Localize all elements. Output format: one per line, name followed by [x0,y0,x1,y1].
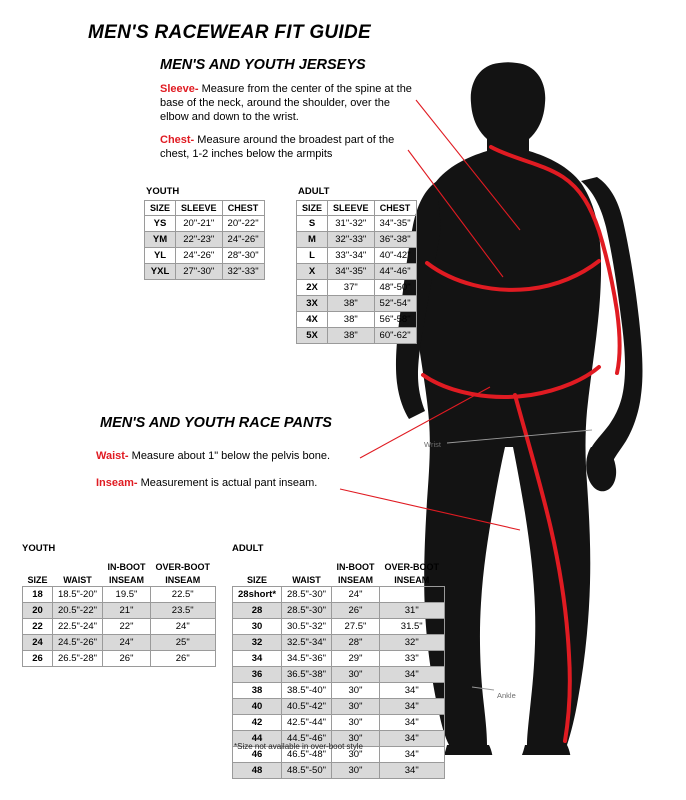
waist-label: Waist- [96,450,129,462]
table-row [233,667,445,683]
column-header: CHEST [222,201,264,216]
cell-inboot: 30" [331,683,379,699]
cell-overboot: 26" [150,651,215,667]
cell-size: 4X [297,312,328,328]
header-row-top [233,560,445,573]
table-body [297,216,417,344]
column-header: INSEAM [108,575,144,585]
cell-sleeve: 38" [328,296,375,312]
youth-jersey-table [144,200,265,280]
cell-size: 42 [233,715,282,731]
cell-overboot: 34" [379,683,444,699]
table-header [233,560,445,587]
cell-sleeve: 38" [328,328,375,344]
cell-overboot: 31.5" [379,619,444,635]
pants-section-title: MEN'S AND YOUTH RACE PANTS [100,415,332,431]
youth-jersey-group-label: YOUTH [146,186,180,197]
footnote: *Size not available in over-boot style [234,742,363,751]
cell-chest: 24"-26" [222,232,264,248]
column-header-top: OVER-BOOT [155,562,210,572]
waist-description [96,449,396,463]
column-header: INSEAM [337,575,373,585]
header-row-bottom [23,573,216,587]
table-body [145,216,265,280]
cell-overboot: 22.5" [150,587,215,603]
cell-overboot: 25" [150,635,215,651]
table-row [23,635,216,651]
table-row [23,587,216,603]
column-header-top: IN-BOOT [336,562,375,572]
cell-inboot: 28" [331,635,379,651]
table-row [297,264,417,280]
table-row [145,216,265,232]
cell-overboot: 24" [150,619,215,635]
inseam-label: Inseam- [96,477,138,489]
table-row [297,248,417,264]
cell-waist: 46.5"-48" [282,747,332,763]
cell-waist: 40.5"-42" [282,699,332,715]
chest-description [160,133,410,161]
ankle-tag: Ankle [497,691,516,700]
cell-overboot: 34" [379,731,444,747]
column-header: SLEEVE [176,201,223,216]
adult-jersey-table [296,200,417,344]
table-row [23,603,216,619]
column-header: SIZE [247,575,268,585]
chest-label: Chest- [160,134,195,146]
cell-inboot: 30" [331,699,379,715]
cell-inboot: 30" [331,763,379,779]
header-row [297,201,417,216]
cell-overboot: 34" [379,715,444,731]
cell-inboot: 26" [102,651,150,667]
adult-pants-group-label: ADULT [232,543,264,554]
waist-text: Measure about 1" below the pelvis bone. [128,450,331,462]
cell-size: 5X [297,328,328,344]
cell-waist: 26.5"-28" [53,651,103,667]
cell-waist: 22.5"-24" [53,619,103,635]
page-title: MEN'S RACEWEAR FIT GUIDE [88,22,371,43]
cell-waist: 28.5"-30" [282,603,332,619]
inseam-description [96,476,396,490]
cell-size: 2X [297,280,328,296]
table-row [297,312,417,328]
cell-waist: 20.5"-22" [53,603,103,619]
table-row [233,651,445,667]
cell-size: 24 [23,635,53,651]
table-row [23,619,216,635]
cell-waist: 44.5"-46" [282,731,332,747]
cell-size: 32 [233,635,282,651]
cell-size: X [297,264,328,280]
cell-inboot: 24" [331,587,379,603]
column-header: SIZE [297,201,328,216]
cell-size: YL [145,248,176,264]
cell-inboot: 30" [331,667,379,683]
header-row-top [23,560,216,573]
cell-overboot: 34" [379,763,444,779]
cell-overboot: 23.5" [150,603,215,619]
table-row [297,296,417,312]
cell-waist: 18.5"-20" [53,587,103,603]
cell-chest: 36"-38" [374,232,416,248]
table-row [233,587,445,603]
cell-sleeve: 33"-34" [328,248,375,264]
cell-inboot: 19.5" [102,587,150,603]
cell-size: YS [145,216,176,232]
table-row [297,280,417,296]
table-header [297,201,417,216]
table-row [297,216,417,232]
table-row [233,699,445,715]
table-row [297,232,417,248]
inseam-text: Measurement is actual pant inseam. [137,477,318,489]
cell-size: 28short* [233,587,282,603]
cell-chest: 20"-22" [222,216,264,232]
column-header-top [23,560,53,573]
cell-overboot: 33" [379,651,444,667]
column-header-top [282,560,332,573]
column-header: CHEST [374,201,416,216]
column-header-top: IN-BOOT [107,562,146,572]
table-row [233,635,445,651]
cell-chest: 60"-62" [374,328,416,344]
cell-overboot: 34" [379,699,444,715]
column-header-top [53,560,103,573]
cell-size: 22 [23,619,53,635]
cell-overboot: 32" [379,635,444,651]
table-row [297,328,417,344]
cell-size: 46 [233,747,282,763]
cell-size: L [297,248,328,264]
cell-size: 44 [233,731,282,747]
cell-chest: 28"-30" [222,248,264,264]
cell-inboot: 22" [102,619,150,635]
sleeve-description [160,82,415,124]
cell-sleeve: 24"-26" [176,248,223,264]
cell-waist: 32.5"-34" [282,635,332,651]
cell-waist: 42.5"-44" [282,715,332,731]
cell-sleeve: 20"-21" [176,216,223,232]
table-row [23,651,216,667]
cell-size: 36 [233,667,282,683]
cell-waist: 30.5"-32" [282,619,332,635]
cell-size: 18 [23,587,53,603]
cell-sleeve: 27"-30" [176,264,223,280]
column-header: INSEAM [165,575,201,585]
cell-waist: 24.5"-26" [53,635,103,651]
cell-waist: 34.5"-36" [282,651,332,667]
cell-inboot: 30" [331,747,379,763]
cell-size: 38 [233,683,282,699]
table-row [233,683,445,699]
column-header: WAIST [292,575,321,585]
cell-size: S [297,216,328,232]
cell-sleeve: 31"-32" [328,216,375,232]
youth-pants-group-label: YOUTH [22,543,56,554]
cell-size: 34 [233,651,282,667]
column-header: SLEEVE [328,201,375,216]
cell-chest: 56"-58" [374,312,416,328]
table-row [233,763,445,779]
table-row [233,715,445,731]
column-header: INSEAM [394,575,430,585]
table-row [145,232,265,248]
cell-overboot [379,587,444,603]
cell-inboot: 30" [331,731,379,747]
column-header: SIZE [145,201,176,216]
sleeve-text: Measure from the center of the spine at the base of the neck, around the shoulder, over the elbow and down to the wrist. [160,83,412,123]
cell-size: 26 [23,651,53,667]
cell-chest: 34"-35" [374,216,416,232]
table-row [233,619,445,635]
table-header [145,201,265,216]
cell-waist: 38.5"-40" [282,683,332,699]
cell-inboot: 24" [102,635,150,651]
cell-size: 40 [233,699,282,715]
cell-size: 3X [297,296,328,312]
cell-sleeve: 37" [328,280,375,296]
wrist-tag: Wrist [424,440,441,449]
cell-overboot: 34" [379,667,444,683]
adult-jersey-group-label: ADULT [298,186,330,197]
header-row [145,201,265,216]
youth-pants-table [22,560,216,667]
cell-size: 48 [233,763,282,779]
table-row [233,603,445,619]
column-header-top [233,560,282,573]
column-header: WAIST [63,575,92,585]
cell-sleeve: 34"-35" [328,264,375,280]
column-header-top: OVER-BOOT [384,562,439,572]
sleeve-label: Sleeve- [160,83,199,95]
cell-inboot: 21" [102,603,150,619]
column-header: SIZE [27,575,48,585]
table-header [23,560,216,587]
cell-overboot: 34" [379,747,444,763]
cell-chest: 40"-42" [374,248,416,264]
cell-inboot: 30" [331,715,379,731]
cell-size: 30 [233,619,282,635]
cell-waist: 36.5"-38" [282,667,332,683]
cell-size: M [297,232,328,248]
cell-size: 28 [233,603,282,619]
table-body [23,587,216,667]
cell-chest: 44"-46" [374,264,416,280]
cell-sleeve: 22"-23" [176,232,223,248]
cell-chest: 32"-33" [222,264,264,280]
cell-chest: 52"-54" [374,296,416,312]
jerseys-section-title: MEN'S AND YOUTH JERSEYS [160,57,366,73]
cell-inboot: 27.5" [331,619,379,635]
cell-sleeve: 32"-33" [328,232,375,248]
cell-sleeve: 38" [328,312,375,328]
cell-inboot: 26" [331,603,379,619]
table-row [145,248,265,264]
cell-size: YXL [145,264,176,280]
cell-overboot: 31" [379,603,444,619]
cell-waist: 28.5"-30" [282,587,332,603]
cell-size: 20 [23,603,53,619]
cell-size: YM [145,232,176,248]
header-row-bottom [233,573,445,587]
cell-chest: 48"-50" [374,280,416,296]
table-row [145,264,265,280]
cell-waist: 48.5"-50" [282,763,332,779]
cell-inboot: 29" [331,651,379,667]
chest-text: Measure around the broadest part of the chest, 1-2 inches below the armpits [160,134,395,160]
